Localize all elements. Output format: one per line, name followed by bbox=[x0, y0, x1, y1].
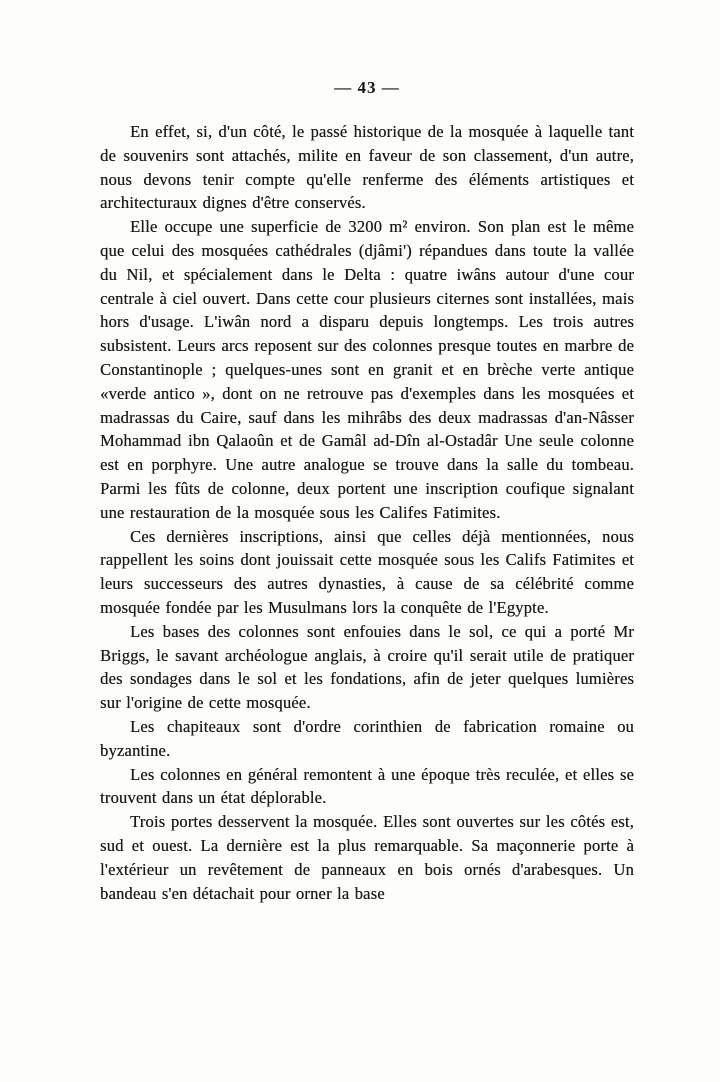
page-number: — 43 — bbox=[334, 78, 400, 97]
paragraph-inscriptions: Ces dernières inscriptions, ainsi que celles déjà mentionnées, nous rappellent les soins dont jouissait cette mosquée sous les Califs Fatimites et leurs successeurs des autres dynasties, à cause de sa célébrité comme mosquée fondée par les Musulmans lors la conquête de l'Egypte. bbox=[100, 526, 634, 617]
paragraph-colonnes-etat: Les colonnes en général remontent à une époque très reculée, et elles se trouvent dans un état déplorable. bbox=[100, 764, 634, 808]
paragraph-intro: En effet, si, d'un côté, le passé historique de la mosquée à laquelle tant de souvenirs sont attachés, milite en faveur de son classement, d'un autre, nous devons tenir compte qu'elle renferme des éléments artistiques et architecturaux dignes d'être conservés. bbox=[100, 122, 634, 213]
paragraph-portes: Trois portes desservent la mosquée. Elles sont ouvertes sur les côtés est, sud et ouest. La dernière est la plus remarquable. Sa maçonnerie porte à l'extérieur un revêtement de panneaux en bois ornés d'arabesques. Un bandeau s'en détachait pour orner la base bbox=[100, 812, 634, 903]
paragraph-plan-superficie: Elle occupe une superficie de 3200 m² environ. Son plan est le même que celui des mosquées cathédrales (djâmi') répandues dans toute la vallée du Nil, et spécialement dans le Delta : quatre iwâns autour d'une cour centrale à ciel ouvert. Dans cette cour plusieurs citernes sont installées, mais hors d'usage. L'iwân nord a disparu depuis longtemps. Les trois autres subsistent. Leurs arcs reposent sur des colonnes presque toutes en marbre de Constantinople ; quelques-unes sont en granit et en brèche verte antique «verde antico », dont on ne retrouve pas d'exemples dans les mosquées et madrassas du Caire, sauf dans les mihrâbs des deux madrassas d'an-Nâsser Mohammad ibn Qalaoûn et de Gamâl ad-Dîn al-Ostadâr Une seule colonne est en porphyre. Une autre analogue se trouve dans la salle du tombeau. Parmi les fûts de colonne, deux portent une inscription coufique signalant une restauration de la mosquée sous les Califes Fatimites. bbox=[100, 217, 634, 522]
body-text bbox=[100, 120, 634, 905]
paragraph-bases-colonnes: Les bases des colonnes sont enfouies dans le sol, ce qui a porté Mr Briggs, le savant archéologue anglais, à croire qu'il serait utile de pratiquer des sondages dans le sol et les fondations, afin de jeter quelques lumières sur l'origine de cette mosquée. bbox=[100, 621, 634, 713]
page-content bbox=[100, 78, 634, 905]
paragraph-chapiteaux: Les chapiteaux sont d'ordre corinthien de fabrication romaine ou byzantine. bbox=[100, 716, 634, 760]
